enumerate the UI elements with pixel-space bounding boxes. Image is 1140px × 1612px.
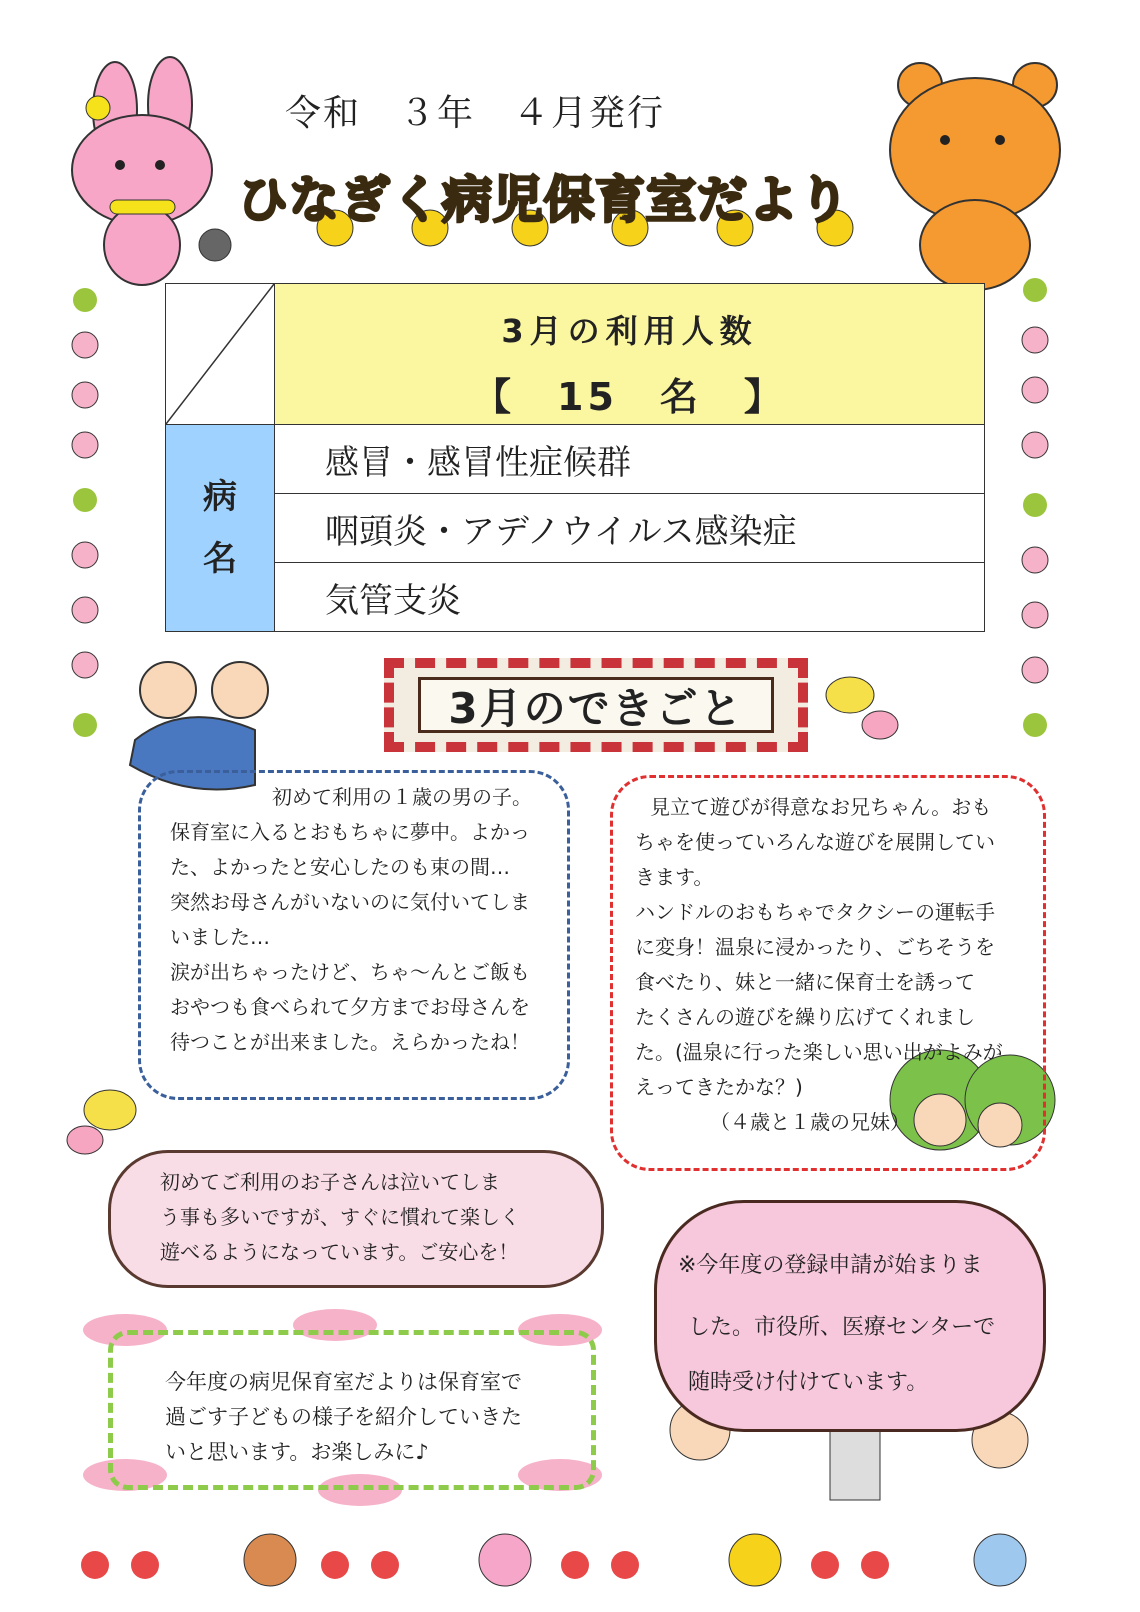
story2-line: きます。: [635, 865, 714, 889]
story1-line: おやつも食べられて夕方までお母さんを: [170, 995, 530, 1019]
disease-header: 病 名: [166, 425, 275, 632]
disease-item: 咽頭炎・アデノウイルス感染症: [275, 494, 985, 563]
reassure-line: 遊べるようになっています。ご安心を！: [160, 1240, 519, 1264]
story2-line: たくさんの遊びを繰り広げてくれまし: [635, 1005, 975, 1029]
events-banner: [384, 658, 808, 752]
usage-count-cell: [275, 284, 985, 425]
reassure-line: 初めてご利用のお子さんは泣いてしま: [160, 1170, 500, 1194]
registration-line: ※今年度の登録申請が始まりま: [678, 1253, 983, 1278]
registration-line: した。市役所、医療センターで: [688, 1315, 996, 1340]
usage-count-value: 【 15 名 】: [473, 375, 786, 419]
story2-line: ハンドルのおもちゃでタクシーの運転手: [635, 900, 995, 924]
usage-count-label: 3月の利用人数: [501, 312, 758, 350]
usage-table: [165, 283, 985, 632]
story2-line: 見立て遊びが得意なお兄ちゃん。おも: [650, 795, 992, 819]
bottom-border: [81, 1534, 1026, 1586]
story2-line: えってきたかな？): [635, 1075, 803, 1099]
story2-line: ちゃを使っていろんな遊びを展開してい: [635, 830, 995, 854]
events-heading: 3月のできごと: [418, 677, 774, 733]
story2-line: に変身！温泉に浸かったり、ごちそうを: [635, 935, 995, 959]
disease-item: 感冒・感冒性症候群: [275, 425, 985, 494]
story1-line: た、よかったと安心したのも束の間…: [170, 855, 510, 879]
disease-item: 気管支炎: [275, 563, 985, 632]
story1-line: 待つことが出来ました。えらかったね！: [170, 1030, 530, 1054]
issue-date: 令和 ３年 ４月発行: [285, 93, 666, 134]
story2-line: 食べたり、妹と一緒に保育士を誘って: [635, 970, 975, 994]
intro-line: いと思います。お楽しみに♪: [165, 1440, 429, 1464]
intro-line: 今年度の病児保育室だよりは保育室で: [165, 1370, 522, 1394]
bear-illustration: [890, 63, 1060, 290]
story2-signature: （４歳と１歳の兄妹）: [710, 1110, 910, 1134]
story1-line: 涙が出ちゃったけど、ちゃ～んとご飯も: [170, 960, 530, 984]
rabbit-illustration: [72, 57, 212, 285]
newsletter-title: ひなぎく病児保育室だより: [238, 171, 850, 229]
table-corner: [166, 284, 275, 425]
story1-line: 突然お母さんがいないのに気付いてしま: [170, 890, 530, 914]
story1-line: 保育室に入るとおもちゃに夢中。よかっ: [170, 820, 530, 844]
right-garland: [1022, 278, 1048, 737]
registration-line: 随時受け付けています。: [688, 1370, 929, 1395]
story1-line: 初めて利用の１歳の男の子。: [272, 785, 532, 809]
left-garland: [72, 288, 98, 737]
story2-line: た。(温泉に行った楽しい思い出がよみが: [635, 1040, 1003, 1064]
story1-line: いました…: [170, 925, 270, 949]
intro-line: 過ごす子どもの様子を紹介していきた: [165, 1405, 522, 1429]
reassure-line: う事も多いですが、すぐに慣れて楽しく: [160, 1205, 520, 1229]
